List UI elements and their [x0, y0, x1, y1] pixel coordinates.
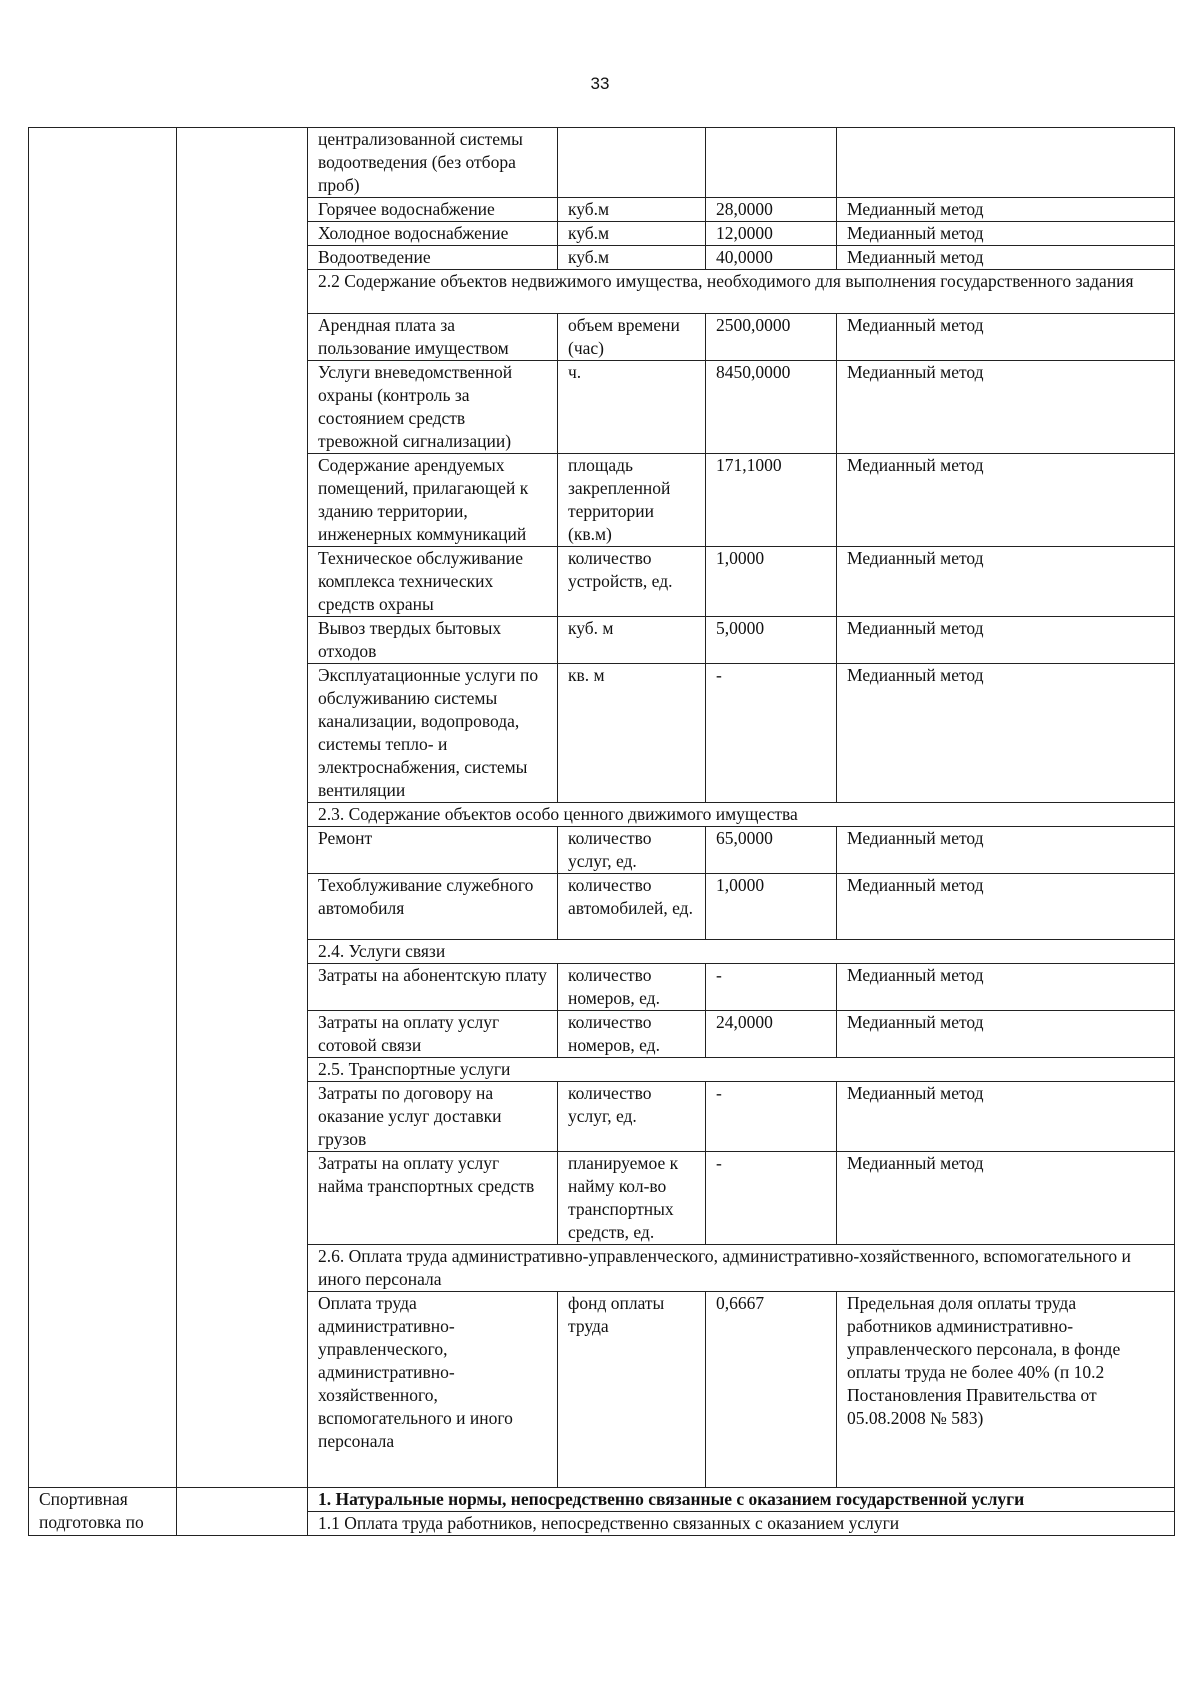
- unit-cell: куб.м: [558, 198, 706, 222]
- value-cell: 171,1000: [706, 454, 837, 547]
- table-row: [29, 128, 1175, 198]
- method-cell: Медианный метод: [837, 617, 1175, 664]
- value-cell: 12,0000: [706, 222, 837, 246]
- method-cell: Медианный метод: [837, 827, 1175, 874]
- service-name-cell: [29, 1488, 177, 1536]
- unit-cell: количество услуг, ед.: [558, 1082, 706, 1152]
- value-cell: 28,0000: [706, 198, 837, 222]
- value-cell: -: [706, 964, 837, 1011]
- service-name: Спортивная подготовка по: [39, 1489, 144, 1532]
- unit-cell: объем времени (час): [558, 314, 706, 361]
- method-cell: Медианный метод: [837, 547, 1175, 617]
- method-cell: Медианный метод: [837, 664, 1175, 803]
- method-cell: [837, 128, 1175, 198]
- empty-cell: [29, 128, 177, 1488]
- method-cell: Медианный метод: [837, 246, 1175, 270]
- unit-cell: кв. м: [558, 664, 706, 803]
- unit-cell: количество устройств, ед.: [558, 547, 706, 617]
- unit-cell: количество автомобилей, ед.: [558, 874, 706, 940]
- section-heading: 2.6. Оплата труда административно-управленческого, административно-хозяйственного, вспомогательного и иного персонала: [308, 1245, 1175, 1292]
- value-cell: 40,0000: [706, 246, 837, 270]
- norms-table: [28, 127, 1175, 1536]
- value-cell: -: [706, 1082, 837, 1152]
- cost-item-name: Затраты на оплату услуг сотовой связи: [308, 1011, 558, 1058]
- unit-cell: куб.м: [558, 246, 706, 270]
- section-heading: 2.4. Услуги связи: [308, 940, 1175, 964]
- norms-table-body: [29, 128, 1175, 1536]
- cost-item-name: Затраты на абонентскую плату: [308, 964, 558, 1011]
- cost-item-name: Услуги вневедомственной охраны (контроль за состоянием средств тревожной сигнализации): [308, 361, 558, 454]
- cost-item-name: централизованной системы водоотведения (без отбора проб): [308, 128, 558, 198]
- value-cell: 24,0000: [706, 1011, 837, 1058]
- section-heading: 2.5. Транспортные услуги: [308, 1058, 1175, 1082]
- value-cell: 1,0000: [706, 547, 837, 617]
- section-heading: 2.3. Содержание объектов особо ценного движимого имущества: [308, 803, 1175, 827]
- cost-item-name: Ремонт: [308, 827, 558, 874]
- value-cell: -: [706, 664, 837, 803]
- method-cell: Медианный метод: [837, 1152, 1175, 1245]
- cost-item-name: Горячее водоснабжение: [308, 198, 558, 222]
- value-cell: 0,6667: [706, 1292, 837, 1488]
- method-cell: Медианный метод: [837, 222, 1175, 246]
- value-cell: [706, 128, 837, 198]
- section-heading-1: 1. Натуральные нормы, непосредственно связанные с оказанием государственной услуги: [308, 1488, 1175, 1512]
- cost-item-name: Техническое обслуживание комплекса технических средств охраны: [308, 547, 558, 617]
- method-cell: Медианный метод: [837, 454, 1175, 547]
- cost-item-name: Эксплуатационные услуги по обслуживанию системы канализации, водопровода, системы тепло- и электроснабжения, системы вентиляции: [308, 664, 558, 803]
- cost-item-name: Содержание арендуемых помещений, прилагающей к зданию территории, инженерных коммуникаций: [308, 454, 558, 547]
- method-cell: Медианный метод: [837, 874, 1175, 940]
- method-cell: Медианный метод: [837, 1082, 1175, 1152]
- method-cell: Медианный метод: [837, 1011, 1175, 1058]
- cost-item-name: Оплата труда административно-управленческого, административно-хозяйственного, вспомогательного и иного персонала: [308, 1292, 558, 1488]
- value-cell: 5,0000: [706, 617, 837, 664]
- unit-cell: куб. м: [558, 617, 706, 664]
- cost-item-name: Арендная плата за пользование имуществом: [308, 314, 558, 361]
- page-number: 33: [590, 74, 610, 93]
- unit-cell: количество номеров, ед.: [558, 964, 706, 1011]
- cost-item-name: Затраты на оплату услуг найма транспортных средств: [308, 1152, 558, 1245]
- unit-cell: планируемое к найму кол-во транспортных средств, ед.: [558, 1152, 706, 1245]
- value-cell: 65,0000: [706, 827, 837, 874]
- value-cell: 1,0000: [706, 874, 837, 940]
- method-cell: Медианный метод: [837, 361, 1175, 454]
- method-cell: Медианный метод: [837, 198, 1175, 222]
- cost-item-name: Затраты по договору на оказание услуг доставки грузов: [308, 1082, 558, 1152]
- method-cell: Медианный метод: [837, 964, 1175, 1011]
- bottom-row-section-1: [29, 1488, 1175, 1512]
- method-cell: Предельная доля оплаты труда работников административно-управленческого персонала, в фонде оплаты труда не более 40% (п 10.2 Постановления Правительства от 05.08.2008 № 583): [837, 1292, 1175, 1488]
- unit-cell: площадь закрепленной территории (кв.м): [558, 454, 706, 547]
- cost-item-name: Водоотведение: [308, 246, 558, 270]
- unit-cell: [558, 128, 706, 198]
- empty-cell: [177, 128, 308, 1488]
- unit-cell: количество услуг, ед.: [558, 827, 706, 874]
- method-cell: Медианный метод: [837, 314, 1175, 361]
- unit-cell: фонд оплаты труда: [558, 1292, 706, 1488]
- cost-item-name: Холодное водоснабжение: [308, 222, 558, 246]
- section-heading: 2.2 Содержание объектов недвижимого имущества, необходимого для выполнения государственного задания: [308, 270, 1175, 314]
- cost-item-name: Техоблуживание служебного автомобиля: [308, 874, 558, 940]
- value-cell: 8450,0000: [706, 361, 837, 454]
- section-heading-1-1: 1.1 Оплата труда работников, непосредственно связанных с оказанием услуги: [308, 1512, 1175, 1536]
- unit-cell: количество номеров, ед.: [558, 1011, 706, 1058]
- cost-item-name: Вывоз твердых бытовых отходов: [308, 617, 558, 664]
- value-cell: -: [706, 1152, 837, 1245]
- empty-cell: [177, 1488, 308, 1536]
- unit-cell: ч.: [558, 361, 706, 454]
- unit-cell: куб.м: [558, 222, 706, 246]
- value-cell: 2500,0000: [706, 314, 837, 361]
